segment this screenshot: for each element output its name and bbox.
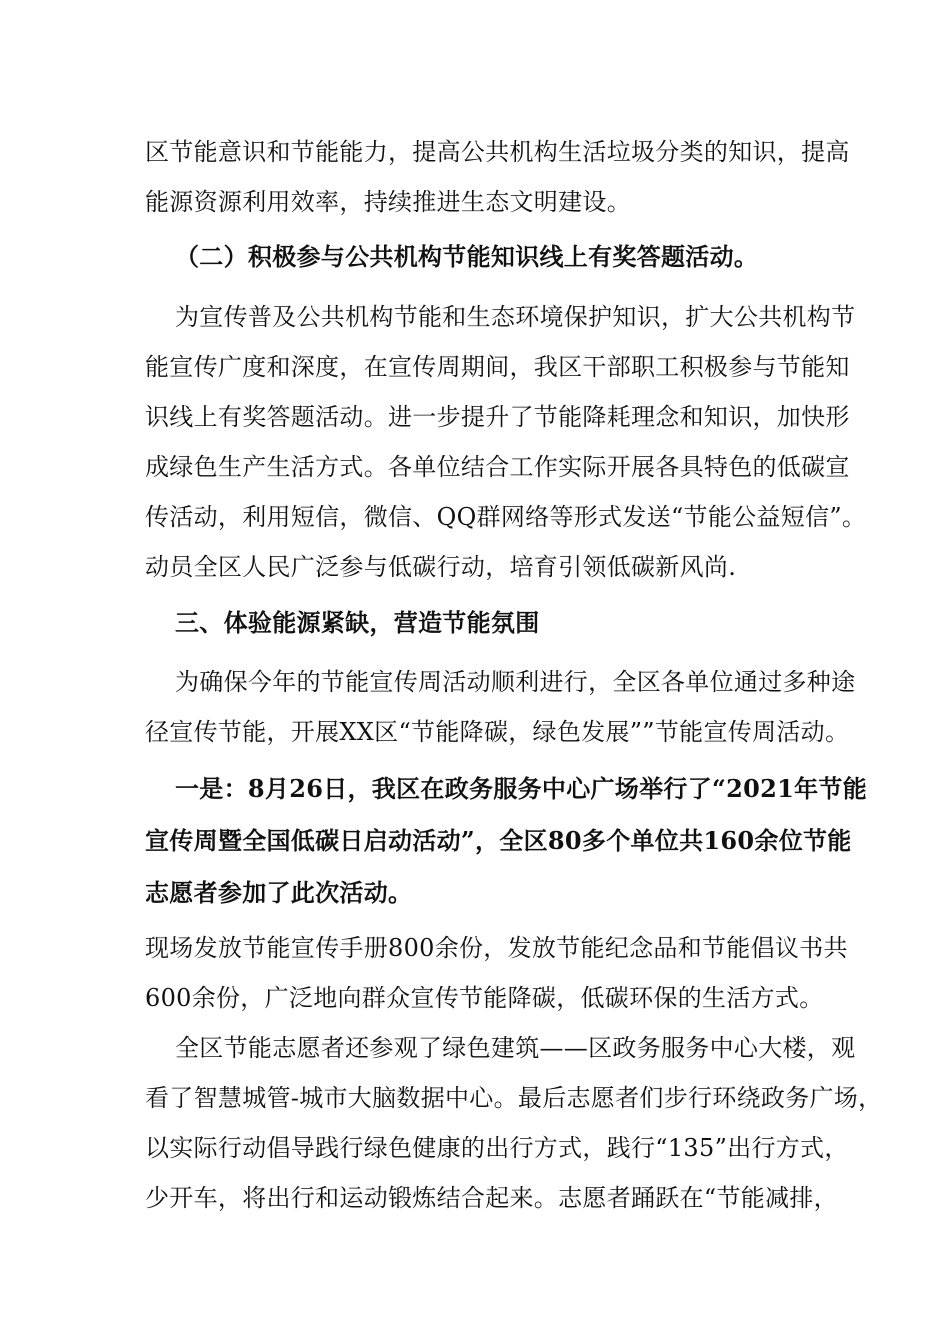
paragraph-3-line-1: 为确保今年的节能宣传周活动顺利进行，全区各单位通过多种途: [175, 668, 856, 696]
paragraph-1-line-1: 区节能意识和节能能力，提高公共机构生活垃圾分类的知识，提高: [145, 138, 850, 166]
section-heading-2: （二）积极参与公共机构节能知识线上有奖答题活动。: [175, 242, 759, 271]
paragraph-2-line-4: 成绿色生产生活方式。各单位结合工作实际开展各具特色的低碳宣: [145, 453, 850, 481]
paragraph-5-line-1: 全区节能志愿者还参观了绿色建筑——区政务服务中心大楼，观: [175, 1034, 856, 1062]
paragraph-5-line-2: 看了智慧城管-城市大脑数据中心。最后志愿者们步行环绕政务广场，: [145, 1084, 883, 1112]
bold-paragraph-line-1: 一是：8月26日，我区在政务服务中心广场举行了“2021年节能: [175, 774, 867, 803]
paragraph-4-line-2: 600余份，广泛地向群众宣传节能降碳，低碳环保的生活方式。: [145, 984, 824, 1012]
paragraph-2-line-6: 动员全区人民广泛参与低碳行动，培育引领低碳新风尚.: [145, 553, 737, 581]
paragraph-1-line-2: 能源资源利用效率，持续推进生态文明建设。: [145, 188, 631, 216]
bold-paragraph-line-3: 志愿者参加了此次活动。: [145, 878, 413, 907]
paragraph-2-line-5: 传活动，利用短信，微信、QQ群网络等形式发送“节能公益短信”。: [145, 503, 867, 531]
paragraph-2-line-2: 能宣传广度和深度，在宣传周期间，我区干部职工积极参与节能知: [145, 353, 850, 381]
paragraph-2-line-1: 为宣传普及公共机构节能和生态环境保护知识，扩大公共机构节: [175, 303, 856, 331]
paragraph-2-line-3: 识线上有奖答题活动。进一步提升了节能降耗理念和知识，加快形: [145, 403, 850, 431]
paragraph-5-line-4: 少开车，将出行和运动锻炼结合起来。志愿者踊跃在“节能减排，: [145, 1184, 838, 1212]
paragraph-5-line-3: 以实际行动倡导践行绿色健康的出行方式，践行“135”出行方式，: [145, 1134, 849, 1162]
section-3-heading: 三、体验能源紧缺，营造节能氛围: [175, 608, 540, 637]
bold-paragraph-line-2: 宣传周暨全国低碳日启动活动”，全区80多个单位共160余位节能: [145, 826, 852, 855]
paragraph-4-line-1: 现场发放节能宣传手册800余份，发放节能纪念品和节能倡议书共: [145, 934, 848, 962]
paragraph-3-line-2: 径宣传节能，开展XX区“节能降碳，绿色发展””节能宣传周活动。: [145, 718, 850, 746]
